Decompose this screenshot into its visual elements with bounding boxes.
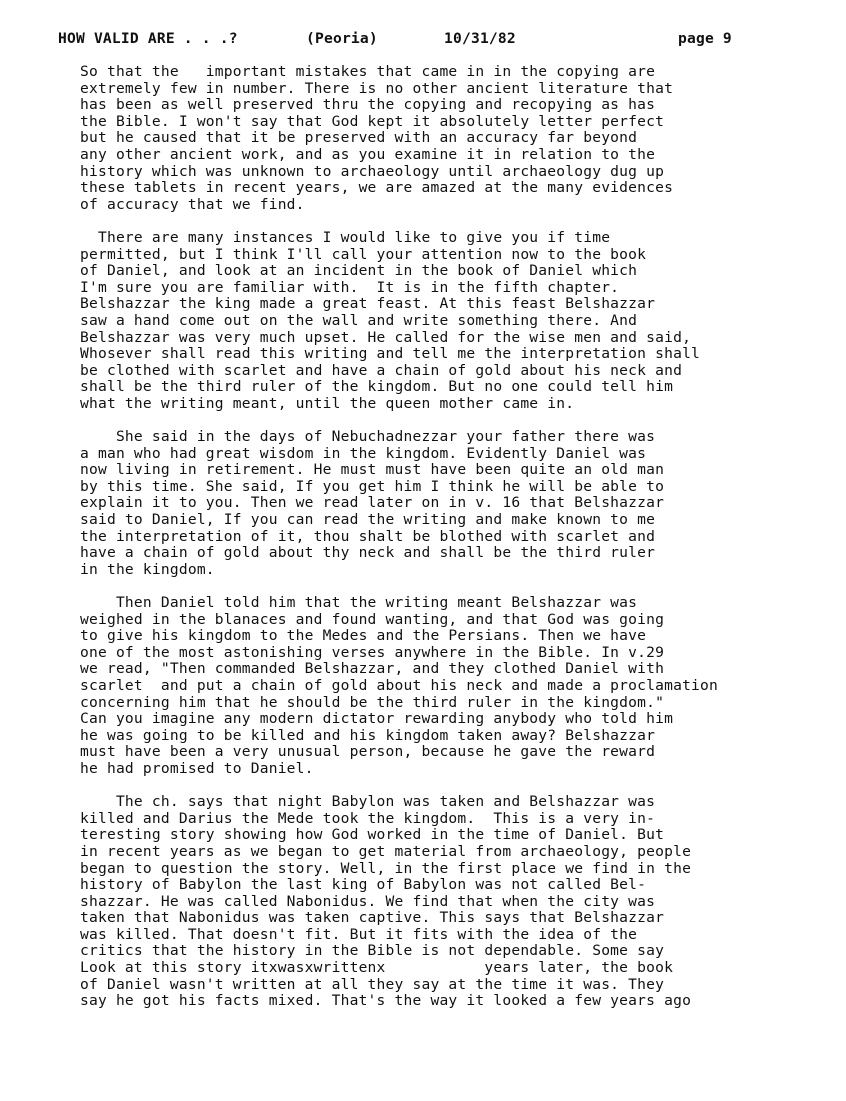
paragraph — [80, 794, 830, 1010]
text-line: of Daniel wasn't written at all they say at the time it was. They — [80, 975, 665, 993]
text-line: be clothed with scarlet and have a chain of gold about his neck and — [80, 361, 683, 379]
page-header — [58, 30, 806, 50]
text-line: in recent years as we began to get material from archaeology, people — [80, 842, 692, 860]
text-line: these tablets in recent years, we are amazed at the many evidences — [80, 179, 674, 197]
text-line: Look at this story itxwasxwrittenx years later, the book — [80, 959, 674, 977]
text-line: history which was unknown to archaeology until archaeology dug up — [80, 162, 665, 180]
text-line: concerning him that he should be the third ruler in the kingdom." — [80, 693, 665, 711]
page-number: page 9 — [678, 30, 732, 47]
text-line: extremely few in number. There is no other ancient literature that — [80, 79, 674, 97]
text-line: I'm sure you are familiar with. It is in the fifth chapter. — [80, 278, 620, 296]
text-line: Then Daniel told him that the writing meant Belshazzar was — [80, 594, 638, 611]
text-line: any other ancient work, and as you examine it in relation to the — [80, 145, 656, 163]
text-line: must have been a very unusual person, because he gave the reward — [80, 743, 656, 761]
paragraph — [80, 230, 830, 413]
text-line: Belshazzar was very much upset. He called for the wise men and said, — [80, 328, 692, 346]
document-body — [80, 64, 830, 1026]
text-line: critics that the history in the Bible is not dependable. Some say — [80, 942, 665, 960]
text-line: began to question the story. Well, in the first place we find in the — [80, 859, 692, 877]
text-line: he was going to be killed and his kingdom taken away? Belshazzar — [80, 726, 656, 744]
text-line: to give his kingdom to the Medes and the Persians. Then we have — [80, 627, 647, 645]
text-line: said to Daniel, If you can read the writing and make known to me — [80, 511, 656, 529]
text-line: history of Babylon the last king of Babylon was not called Bel- — [80, 876, 647, 894]
paragraph — [80, 64, 830, 213]
paragraph — [80, 429, 830, 578]
text-line: a man who had great wisdom in the kingdom. Evidently Daniel was — [80, 444, 647, 462]
text-line: weighed in the blanaces and found wanting, and that God was going — [80, 610, 665, 628]
text-line: say he got his facts mixed. That's the way it looked a few years ago — [80, 992, 692, 1010]
text-line: have a chain of gold about thy neck and shall be the third ruler — [80, 544, 656, 562]
text-line: So that the important mistakes that came in in the copying are — [80, 63, 656, 80]
text-line: now living in retirement. He must must have been quite an old man — [80, 461, 665, 479]
text-line: he had promised to Daniel. — [80, 759, 314, 777]
text-line: what the writing meant, until the queen mother came in. — [80, 394, 575, 412]
text-line: permitted, but I think I'll call your attention now to the book — [80, 245, 647, 263]
text-line: shall be the third ruler of the kingdom. But no one could tell him — [80, 378, 674, 396]
text-line: one of the most astonishing verses anywhere in the Bible. In v.29 — [80, 643, 665, 661]
text-line: was killed. That doesn't fit. But it fits with the idea of the — [80, 925, 638, 943]
document-title: HOW VALID ARE . . .? — [58, 30, 238, 47]
text-line: teresting story showing how God worked in the time of Daniel. But — [80, 826, 665, 844]
text-line: explain it to you. Then we read later on in v. 16 that Belshazzar — [80, 494, 665, 512]
text-line: the interpretation of it, thou shalt be blothed with scarlet and — [80, 527, 656, 545]
text-line: of accuracy that we find. — [80, 195, 305, 213]
paragraph — [80, 595, 830, 778]
text-line: but he caused that it be preserved with an accuracy far beyond — [80, 129, 638, 147]
date-label: 10/31/82 — [444, 30, 516, 47]
text-line: shazzar. He was called Nabonidus. We find that when the city was — [80, 892, 656, 910]
text-line: saw a hand come out on the wall and write something there. And — [80, 311, 638, 329]
text-line: killed and Darius the Mede took the kingdom. This is a very in- — [80, 809, 656, 827]
text-line: taken that Nabonidus was taken captive. This says that Belshazzar — [80, 909, 665, 927]
text-line: scarlet and put a chain of gold about his neck and made a proclamation — [80, 676, 719, 694]
text-line: Whosever shall read this writing and tell me the interpretation shall — [80, 345, 701, 363]
text-line: in the kingdom. — [80, 560, 215, 578]
location-label: (Peoria) — [306, 30, 378, 47]
text-line: She said in the days of Nebuchadnezzar your father there was — [80, 428, 656, 446]
text-line: we read, "Then commanded Belshazzar, and they clothed Daniel with — [80, 660, 665, 678]
text-line: has been as well preserved thru the copying and recopying as has — [80, 96, 656, 114]
text-line: The ch. says that night Babylon was taken and Belshazzar was — [80, 793, 656, 811]
text-line: Belshazzar the king made a great feast. At this feast Belshazzar — [80, 295, 656, 313]
text-line: by this time. She said, If you get him I think he will be able to — [80, 477, 665, 495]
text-line: the Bible. I won't say that God kept it absolutely letter perfect — [80, 112, 665, 130]
text-line: There are many instances I would like to give you if time — [80, 228, 611, 246]
text-line: of Daniel, and look at an incident in the book of Daniel which — [80, 262, 638, 280]
text-line: Can you imagine any modern dictator rewarding anybody who told him — [80, 710, 674, 728]
